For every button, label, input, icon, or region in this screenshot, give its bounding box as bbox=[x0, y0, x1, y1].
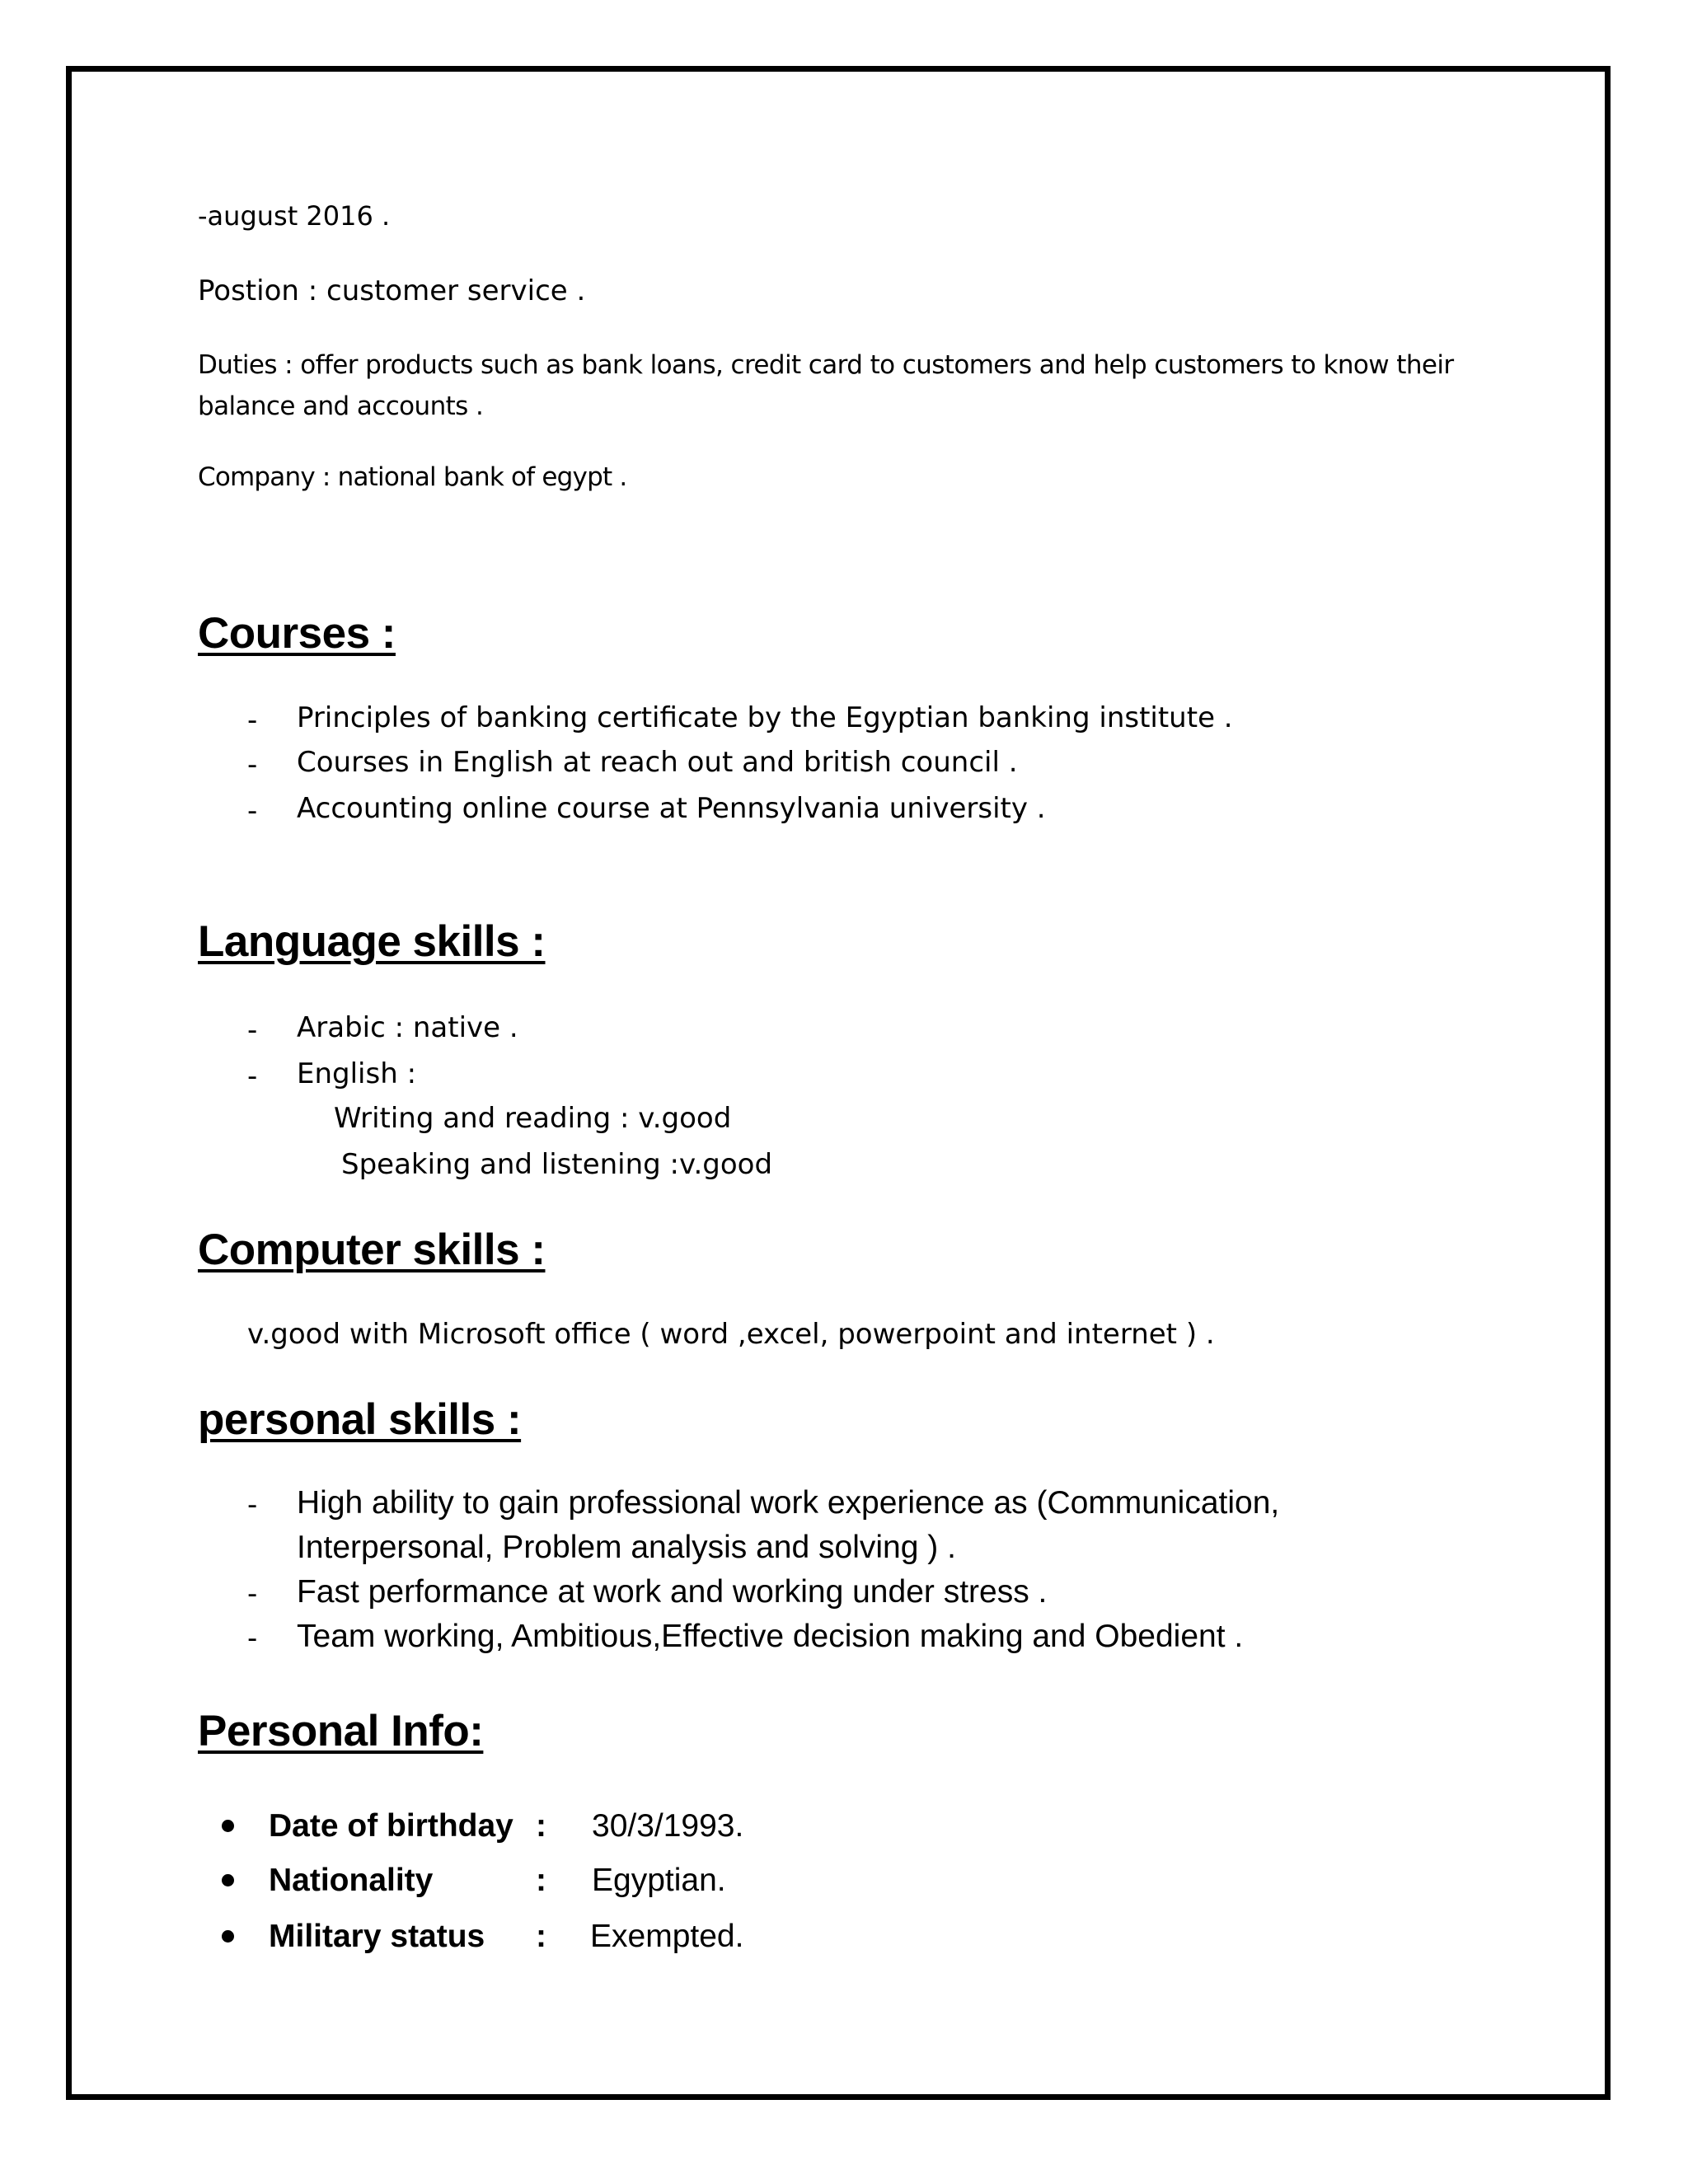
language-heading: Language skills : bbox=[198, 917, 546, 966]
personal-skills-dash-2: - bbox=[247, 1577, 258, 1610]
language-dash-2: - bbox=[247, 1060, 258, 1093]
personal-skill-1-line2: Interpersonal, Problem analysis and solving ) . bbox=[297, 1530, 956, 1565]
personal-skills-dash-3: - bbox=[247, 1622, 258, 1655]
info-value-military: Exempted. bbox=[590, 1919, 744, 1954]
course-item-2: Courses in English at reach out and british council . bbox=[297, 746, 1018, 779]
info-label-nationality: Nationality bbox=[269, 1863, 434, 1898]
bullet-icon bbox=[222, 1874, 234, 1886]
info-colon-nationality: : bbox=[536, 1863, 546, 1898]
bullet-icon bbox=[222, 1930, 234, 1943]
info-label-military: Military status bbox=[269, 1919, 485, 1954]
personal-skills-heading: personal skills : bbox=[198, 1395, 522, 1444]
bullet-icon bbox=[222, 1820, 234, 1832]
language-english: English : bbox=[297, 1057, 417, 1090]
language-speaking: Speaking and listening :v.good bbox=[341, 1148, 773, 1181]
experience-position: Postion : customer service . bbox=[198, 274, 586, 307]
personal-skill-1-line1: High ability to gain professional work experience as (Communication, bbox=[297, 1485, 1280, 1521]
courses-dash-2: - bbox=[247, 748, 258, 781]
language-arabic: Arabic : native . bbox=[297, 1011, 518, 1044]
personal-skill-3: Team working, Ambitious,Effective decision making and Obedient . bbox=[297, 1619, 1244, 1654]
experience-company: Company : national bank of egypt . bbox=[198, 462, 627, 492]
info-value-birthday: 30/3/1993. bbox=[592, 1808, 744, 1844]
computer-heading: Computer skills : bbox=[198, 1226, 546, 1274]
experience-date: -august 2016 . bbox=[198, 200, 391, 232]
personal-skills-dash-1: - bbox=[247, 1488, 258, 1521]
info-value-nationality: Egyptian. bbox=[592, 1863, 726, 1898]
course-item-1: Principles of banking certificate by the Egyptian banking institute . bbox=[297, 701, 1233, 734]
info-label-birthday: Date of birthday bbox=[269, 1808, 513, 1844]
info-colon-military: : bbox=[536, 1919, 546, 1954]
course-item-3: Accounting online course at Pennsylvania university . bbox=[297, 792, 1046, 825]
experience-duties-line2: balance and accounts . bbox=[198, 391, 484, 421]
language-writing: Writing and reading : v.good bbox=[334, 1102, 732, 1135]
personal-info-heading: Personal Info: bbox=[198, 1707, 484, 1755]
courses-dash-1: - bbox=[247, 704, 258, 737]
courses-dash-3: - bbox=[247, 794, 258, 827]
experience-duties-line1: Duties : offer products such as bank loans, credit card to customers and help customers to know their bbox=[198, 350, 1454, 380]
computer-text: v.good with Microsoft office ( word ,excel, powerpoint and internet ) . bbox=[247, 1318, 1215, 1351]
language-dash-1: - bbox=[247, 1014, 258, 1047]
personal-skill-2: Fast performance at work and working under stress . bbox=[297, 1574, 1048, 1610]
courses-heading: Courses : bbox=[198, 609, 396, 658]
info-colon-birthday: : bbox=[536, 1808, 546, 1844]
